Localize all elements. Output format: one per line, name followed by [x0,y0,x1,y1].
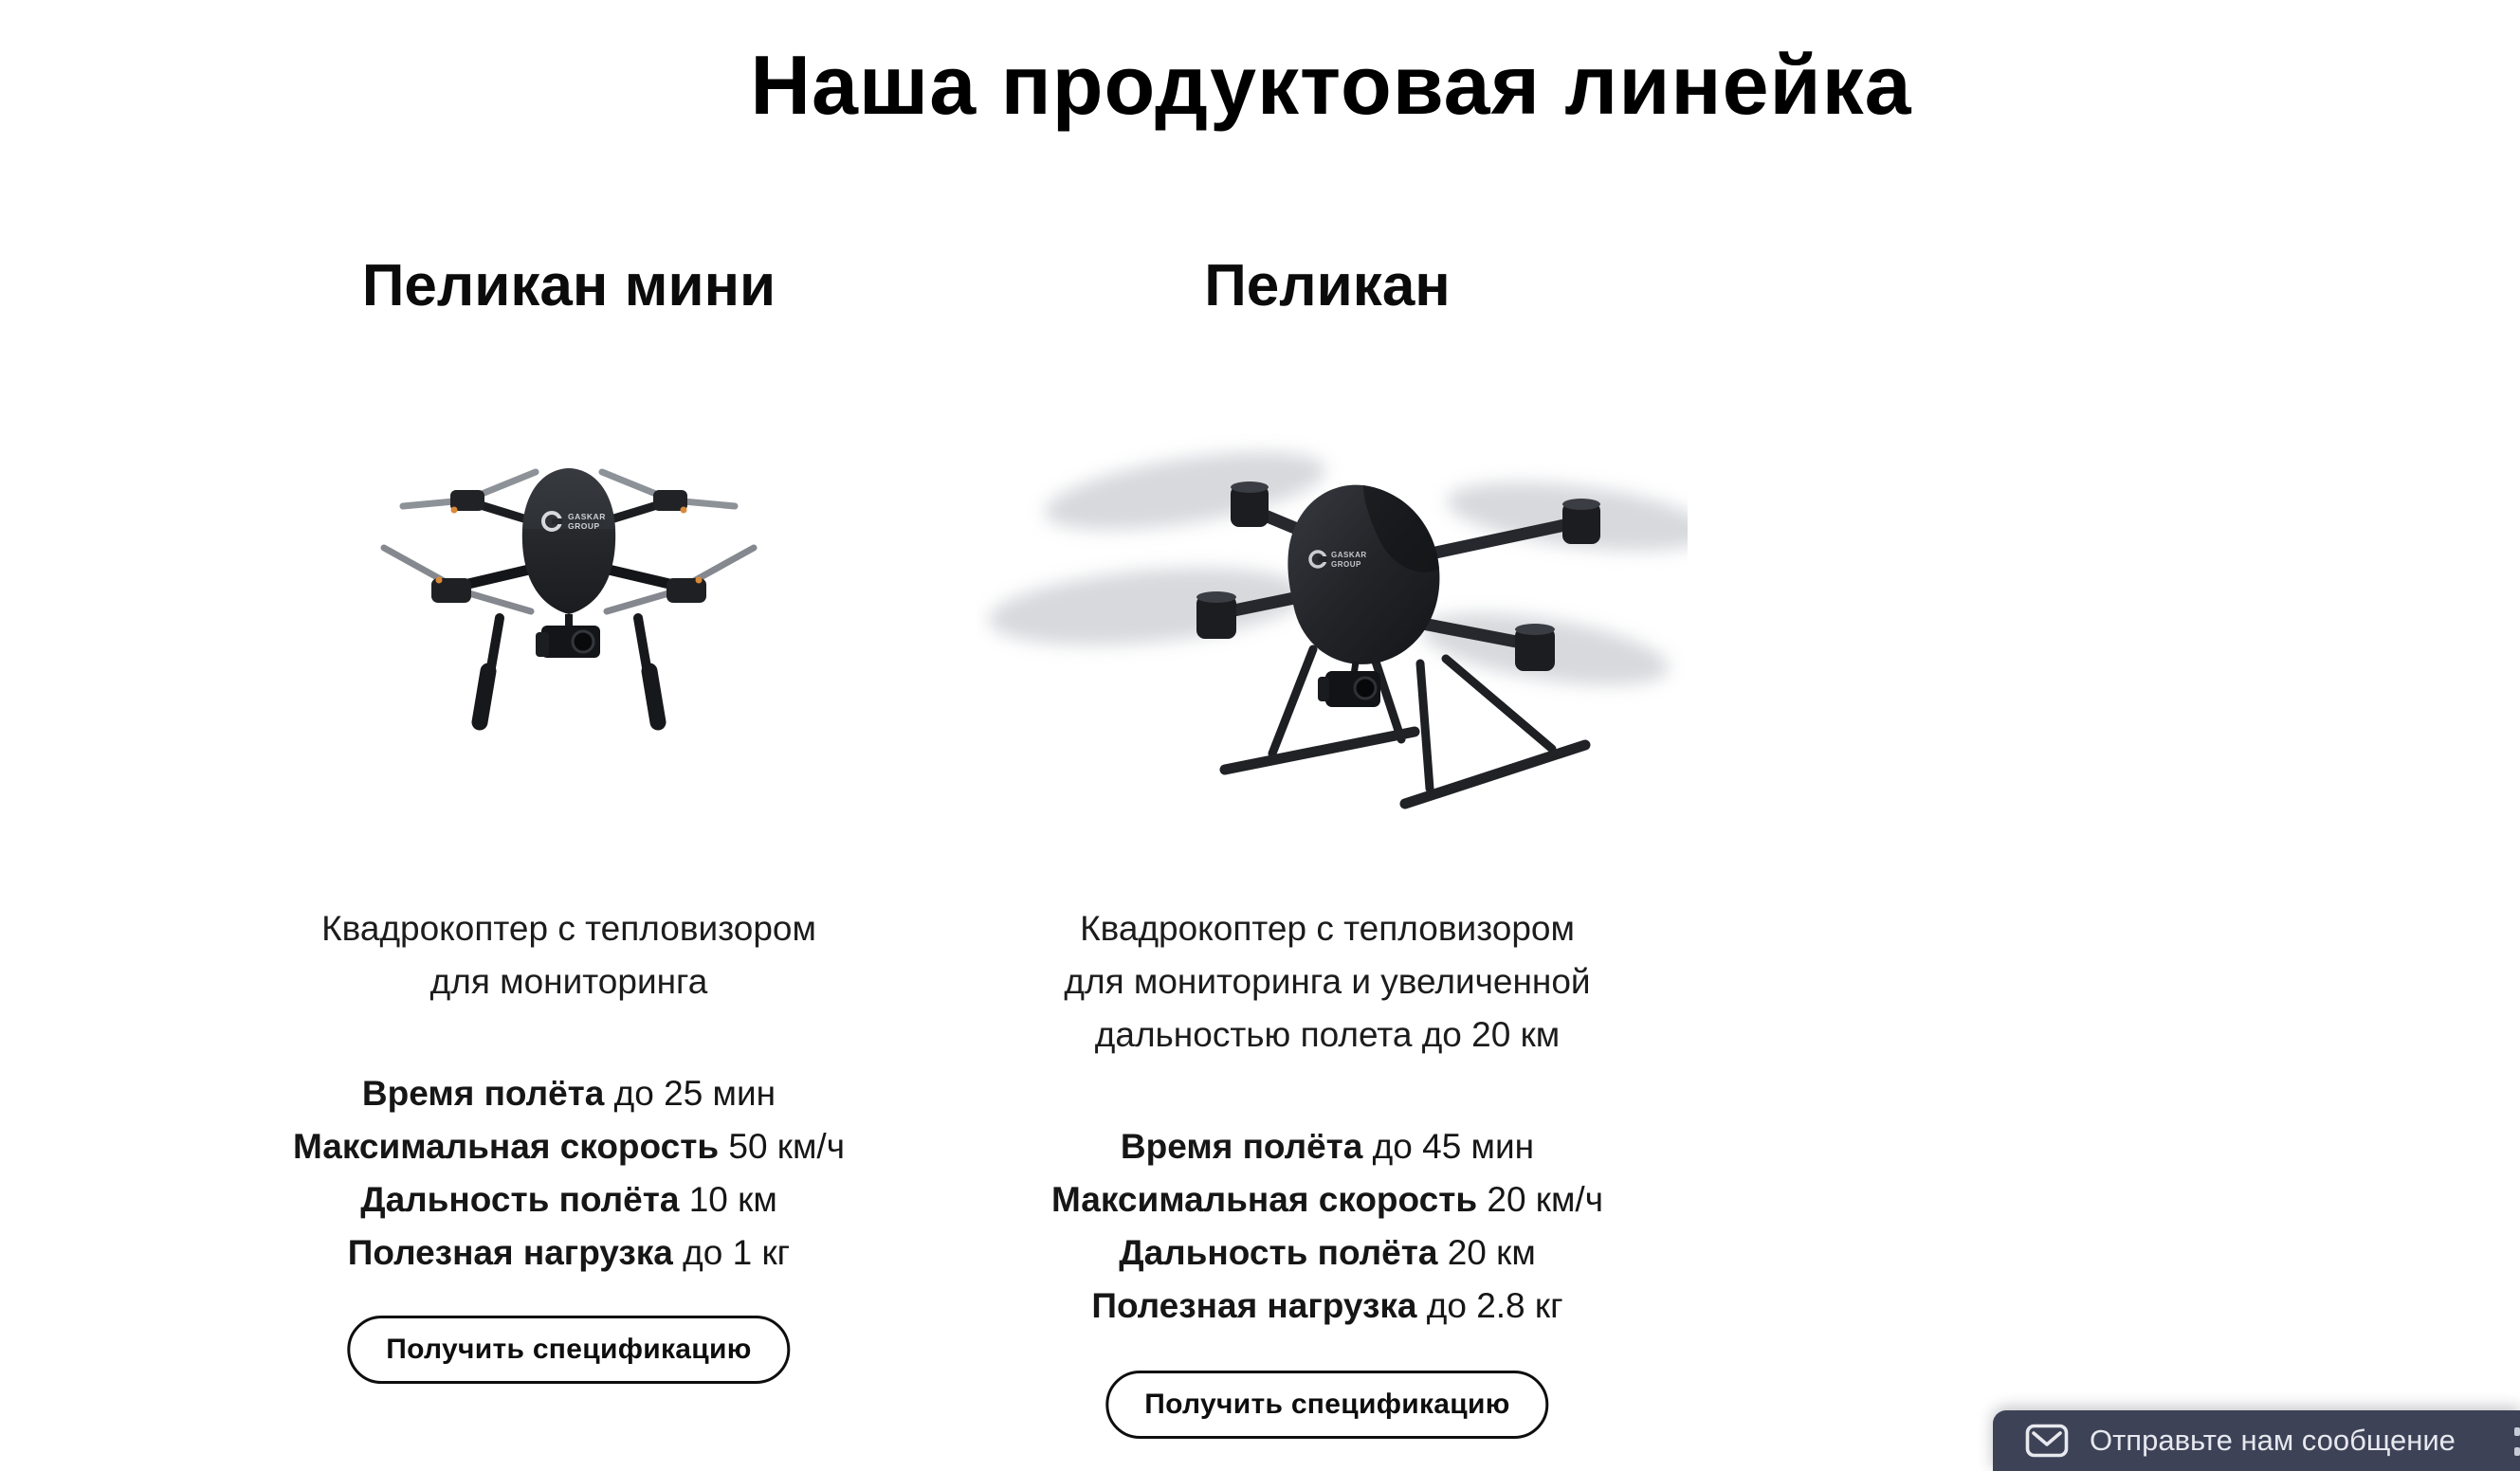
spec-line [1051,1280,1603,1333]
spec-line [1051,1226,1603,1280]
product-image-pelican [977,427,1688,825]
drone-logo-text: GASKAR [568,512,606,521]
spec-value: 10 км [688,1180,777,1219]
spec-line [293,1120,845,1173]
spec-line [293,1067,845,1120]
description-line: для мониторинга [429,962,708,1001]
cut-off-icon-fragment [2514,1447,2520,1456]
drone-logo-text: GROUP [568,521,600,531]
spec-line [293,1226,845,1280]
description-line: Квадрокоптер с тепловизором [1080,909,1575,948]
spec-label: Полезная нагрузка [347,1233,673,1272]
spec-label: Время полёта [361,1074,605,1113]
spec-line [1051,1120,1603,1173]
spec-label: Максимальная скорость [293,1127,720,1166]
spec-label: Дальность полёта [360,1180,680,1219]
drone-logo-text: GROUP [1331,560,1361,569]
spec-value: 20 км [1447,1233,1536,1272]
spec-value: 50 км/ч [728,1127,845,1166]
description-line: дальностью полета до 20 км [1094,1015,1561,1054]
camera-gimbal [1318,662,1380,707]
spec-label: Полезная нагрузка [1091,1286,1417,1325]
page-title: Наша продуктовая линейка [750,37,1912,132]
get-specification-button[interactable]: Получить спецификацию [1105,1371,1548,1439]
drone-logo-text: GASKAR [1331,551,1367,559]
get-specification-button[interactable]: Получить спецификацию [347,1316,790,1384]
description-line: Квадрокоптер с тепловизором [321,909,816,948]
spec-value: 20 км/ч [1487,1180,1603,1219]
product-description [1064,902,1590,1062]
product-title-pelican: Пеликан [1204,253,1451,318]
spec-value: до 45 мин [1372,1127,1535,1166]
product-specs [293,1067,845,1280]
chat-widget-button[interactable] [1993,1410,2520,1471]
envelope-icon [2025,1424,2069,1458]
product-specs [1051,1120,1603,1333]
spec-value: до 2.8 кг [1426,1286,1563,1325]
gaskar-logo-mark [543,512,606,531]
product-description [321,902,816,1008]
spec-label: Дальность полёта [1119,1233,1438,1272]
cut-off-icon-fragment [2514,1427,2520,1436]
spec-label: Максимальная скорость [1051,1180,1478,1219]
chat-widget-label: Отправьте нам сообщение [2090,1424,2456,1457]
camera-gimbal [536,614,600,658]
spec-line [293,1173,845,1226]
description-line: для мониторинга и увеличенной [1064,962,1591,1001]
spec-value: до 25 мин [613,1074,776,1113]
spec-value: до 1 кг [683,1233,791,1272]
spec-line [1051,1173,1603,1226]
product-title-pelican-mini: Пеликан мини [361,253,776,318]
spec-label: Время полёта [1120,1127,1363,1166]
product-image-pelican-mini [356,438,782,751]
